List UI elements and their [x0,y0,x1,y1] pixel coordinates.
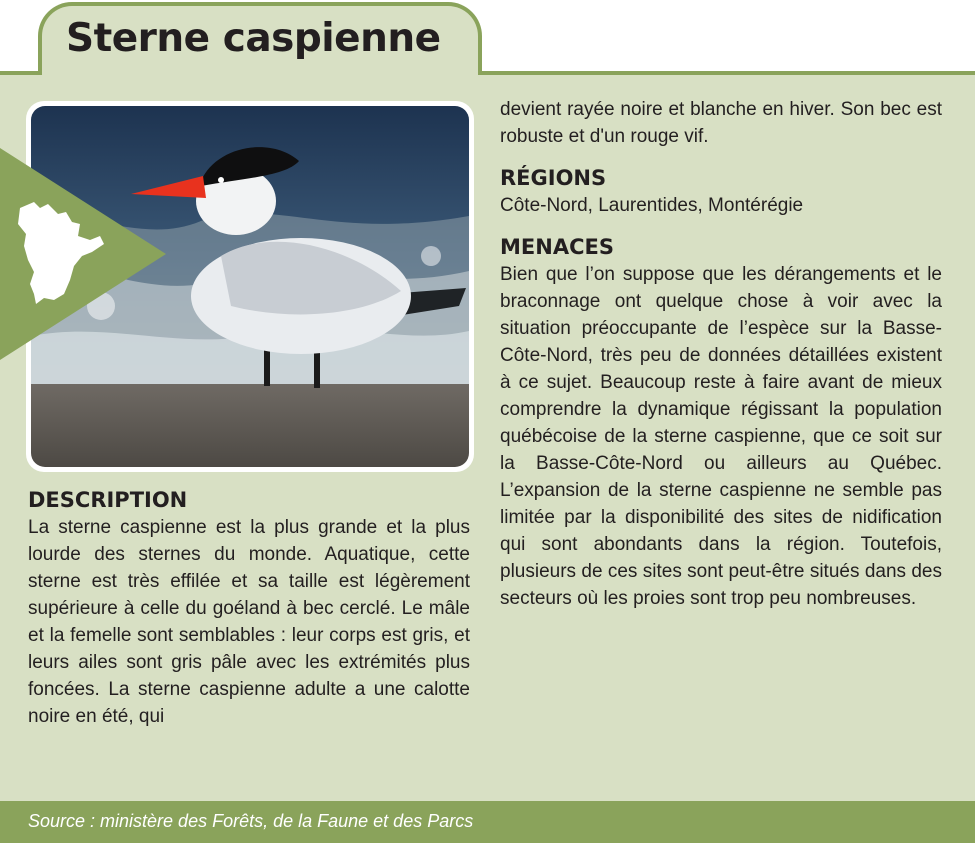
threats-heading: MENACES [500,235,614,259]
description-text: La sterne caspienne est la plus grande et la plus lourde des sternes du monde. Aquatique, cette sterne est très effilée et sa taille est légèrement supérieure à celle du goéland à bec cerclé. Le mâle et la femelle sont semblables : leur corps est gris, et leurs ailes sont gris pâle avec les extrémités plus foncées. La sterne caspienne adulte a une calotte noire en été, qui [28,517,470,727]
source-credit: Source : ministère des Forêts, de la Faune et des Parcs [28,811,474,831]
map-badge [0,148,170,360]
right-column [500,96,942,612]
description-continuation: devient rayée noire et blanche en hiver. Son bec est robuste et d'un rouge vif. [500,99,942,147]
tab-join [42,70,478,80]
regions-text: Côte-Nord, Laurentides, Montérégie [500,195,804,216]
description-section [28,486,470,730]
regions-heading: RÉGIONS [500,166,607,190]
threats-text: Bien que l’on suppose que les dérangements et le braconnage ont quelque chose à voir avec la situation préoccupante de l’espèce sur la Basse-Côte-Nord, très peu de données détaillées existent à ce sujet. Beaucoup reste à faire avant de mieux comprendre la dynamique régissant la population québécoise de la sterne caspienne, que ce soit sur la Basse-Côte-Nord ou ailleurs au Québec. L’expansion de la sterne caspienne ne semble pas limitée par la disponibilité des sites de nidification qui sont abondants dans la région. Toutefois, plusieurs de ces sites sont peut-être situés dans des secteurs où les proies sont trop peu nombreuses. [500,264,942,609]
footer-bar [0,801,975,843]
description-heading: DESCRIPTION [28,488,188,512]
page-title: Sterne caspienne [66,16,441,61]
